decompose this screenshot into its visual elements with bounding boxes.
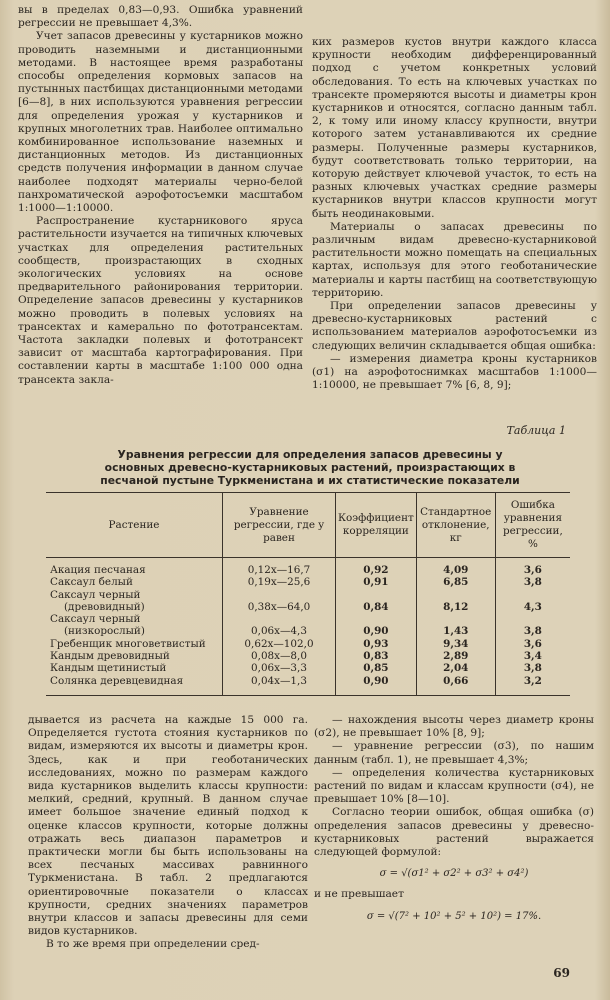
- table-row: [46, 576, 570, 588]
- std-dev-cell: 2,89: [416, 650, 495, 662]
- plant-name: Гребенщик многоветвистый: [50, 637, 206, 650]
- std-dev-cell: 1,43: [416, 613, 495, 638]
- page-number: 69: [553, 966, 570, 980]
- correlation-cell: 0,85: [336, 662, 417, 674]
- correlation-cell: 0,92: [336, 558, 417, 577]
- correlation-cell: 0,90: [336, 613, 417, 638]
- table-label: Таблица 1: [506, 424, 566, 437]
- error-result-formula: σ = √(7² + 10² + 5² + 10²) = 17%.: [366, 910, 542, 922]
- error-cell: 3,8: [495, 576, 570, 588]
- table-row: [46, 675, 570, 696]
- error-cell: 3,2: [495, 675, 570, 696]
- std-dev-cell: 9,34: [416, 638, 495, 650]
- table-row: [46, 558, 570, 577]
- error-cell: 3,6: [495, 558, 570, 577]
- right-column-bottom: [314, 714, 594, 931]
- paragraph: и не превышает: [314, 888, 404, 901]
- correlation-cell: 0,83: [336, 650, 417, 662]
- left-column-top: [18, 4, 303, 387]
- header-correlation: Коэффициент корреляции: [336, 493, 417, 558]
- std-dev-cell: 2,04: [416, 662, 495, 674]
- paragraph: Согласно теории ошибок, общая ошибка (σ) определения запасов древесины у древесно-кустарниковых растений выражается следующей формулой:: [314, 806, 594, 859]
- paragraph: — нахождения высоты через диаметр кроны (σ2), не превышает 10% [8, 9];: [314, 714, 594, 740]
- error-cell: 3,6: [495, 638, 570, 650]
- plant-name: Кандым древовидный: [50, 650, 170, 663]
- error-cell: 4,3: [495, 589, 570, 614]
- regression-table: [46, 492, 570, 696]
- table-row: [46, 613, 570, 638]
- equation-cell: 0,08x—8,0: [223, 650, 336, 662]
- std-dev-cell: 0,66: [416, 675, 495, 696]
- table-row: [46, 638, 570, 650]
- equation-cell: 0,38x—64,0: [223, 589, 336, 614]
- std-dev-cell: 8,12: [416, 589, 495, 614]
- paragraph: Материалы о запасах древесины по различным видам древесно-кустарниковой растительности можно помещать на специальных картах, используя для этого геоботанические материалы и карты пастбищ на соответствующую территорию.: [312, 220, 597, 299]
- plant-form: (низкорослый): [64, 625, 145, 638]
- paragraph: — определения количества кустарниковых растений по видам и классам крупности (σ4), не превышает 10% [8—10].: [314, 766, 594, 806]
- header-plant: Растение: [46, 493, 223, 558]
- paragraph: — измерения диаметра кроны кустарников (σ1) на аэрофотоснимках масштабов 1:1000—1:10000, не превышает 7% [6, 8, 9];: [312, 352, 597, 392]
- paragraph: В то же время при определении сред-: [46, 938, 260, 951]
- header-equation: Уравнение регрессии, где y равен: [223, 493, 336, 558]
- equation-cell: 0,06x—4,3: [223, 613, 336, 638]
- error-cell: 3,8: [495, 662, 570, 674]
- correlation-cell: 0,91: [336, 576, 417, 588]
- std-dev-cell: 4,09: [416, 558, 495, 577]
- correlation-cell: 0,93: [336, 638, 417, 650]
- equation-cell: 0,06x—3,3: [223, 662, 336, 674]
- plant-name: Саксаул черный: [50, 613, 141, 626]
- plant-name: Акация песчаная: [50, 564, 146, 576]
- plant-form: (древовидный): [64, 600, 145, 613]
- plant-name: Солянка деревцевидная: [50, 674, 184, 687]
- equation-cell: 0,62x—102,0: [223, 638, 336, 650]
- paragraph: Распространение кустарникового яруса растительности изучается на типичных ключевых участках для определения растительных сообществ, произрастающих в сходных экологических условиях на основе предварительного районирования территории. Определение запасов древесины у кустарников можно проводить в полевых условиях на трансектах и камерально по фототрансектам. Частота закладки полевых и фототрансект зависит от масштаба картографирования. При составлении карты в масштабе 1:100 000 одна трансекта закла-: [18, 215, 303, 386]
- left-column-bottom: [28, 714, 308, 952]
- paragraph: вы в пределах 0,83—0,93. Ошибка уравнений регрессии не превышает 4,3%.: [18, 4, 303, 30]
- table-title: Уравнения регрессии для определения запасов древесины у основных древесно-кустарниковых растений, произрастающих в песчаной пустыне Туркменистана и их статистические показатели: [100, 448, 520, 487]
- table-row: [46, 662, 570, 674]
- table-row: [46, 589, 570, 614]
- correlation-cell: 0,90: [336, 675, 417, 696]
- equation-cell: 0,12x—16,7: [223, 558, 336, 577]
- error-cell: 3,8: [495, 613, 570, 638]
- paragraph: При определении запасов древесины у древесно-кустарниковых растений с использованием материалов аэрофотосъемки из следующих величин складывается общая ошибка:: [312, 300, 597, 352]
- equation-cell: 0,19x—25,6: [223, 576, 336, 588]
- plant-name: Саксаул белый: [50, 576, 133, 589]
- paragraph: — уравнение регрессии (σ3), по нашим данным (табл. 1), не превышает 4,3%;: [314, 740, 594, 766]
- paragraph: дывается из расчета на каждые 15 000 га. Определяется густота стояния кустарников по видам, измеряются их высоты и диаметры крон. Здесь, как и при геоботанических исследованиях, можно по размерам каждого вида кустарников выделить классы крупности: мелкий, средний, крупный. В данном случае имеет большое значение единый подход к оценке классов крупности, которые должны отражать весь диапазон параметров и практически могли бы быть использованы на всех песчаных массивах равнинного Туркменистана. В табл. 2 предлагаются ориентировочные показатели о классах крупности, средних значениях параметров внутри классов и запасы древесины для семи видов кустарников.: [28, 714, 308, 938]
- error-formula: σ = √(σ1² + σ2² + σ3² + σ4²): [379, 868, 529, 880]
- header-error: Ошибка уравнения регрессии, %: [495, 493, 570, 558]
- table-row: [46, 650, 570, 662]
- paragraph: ких размеров кустов внутри каждого класса крупности необходим дифференцированный подход с учетом конкретных условий обследования. То есть на ключевых участках по трансекте промеряются высоты и диаметры крон кустарников и относятся, согласно данным табл. 2, к тому или иному классу крупности, внутри которого затем устанавливаются их средние размеры. Полученные размеры кустарников, будут соответствовать только территории, на которую действует ключевой участок, то есть на разных ключевых участках средние размеры кустарников внутри классов крупности могут быть неодинаковыми.: [312, 36, 597, 220]
- equation-cell: 0,04x—1,3: [223, 675, 336, 696]
- correlation-cell: 0,84: [336, 589, 417, 614]
- paragraph: Учет запасов древесины у кустарников можно проводить наземными и дистанционными методами. В настоящее время разработаны способы определения кормовых запасов на пустынных пастбищах дистанционными методами [6—8], в них используются уравнения регрессии для определения урожая у кустарников и крупных многолетних трав. Наиболее оптимально комбинированное использование наземных и дистанционных методов. Из дистанционных средств получения информации в данном случае наиболее подходят материалы черно-белой панхроматической аэрофотосъемки масштабом 1:1000—1:10000.: [18, 30, 303, 215]
- plant-name: Саксаул черный: [50, 588, 141, 601]
- std-dev-cell: 6,85: [416, 576, 495, 588]
- plant-name: Кандым щетинистый: [50, 662, 167, 675]
- error-cell: 3,4: [495, 650, 570, 662]
- right-column-top: [312, 36, 597, 392]
- header-std-dev: Стандартное отклонение, кг: [416, 493, 495, 558]
